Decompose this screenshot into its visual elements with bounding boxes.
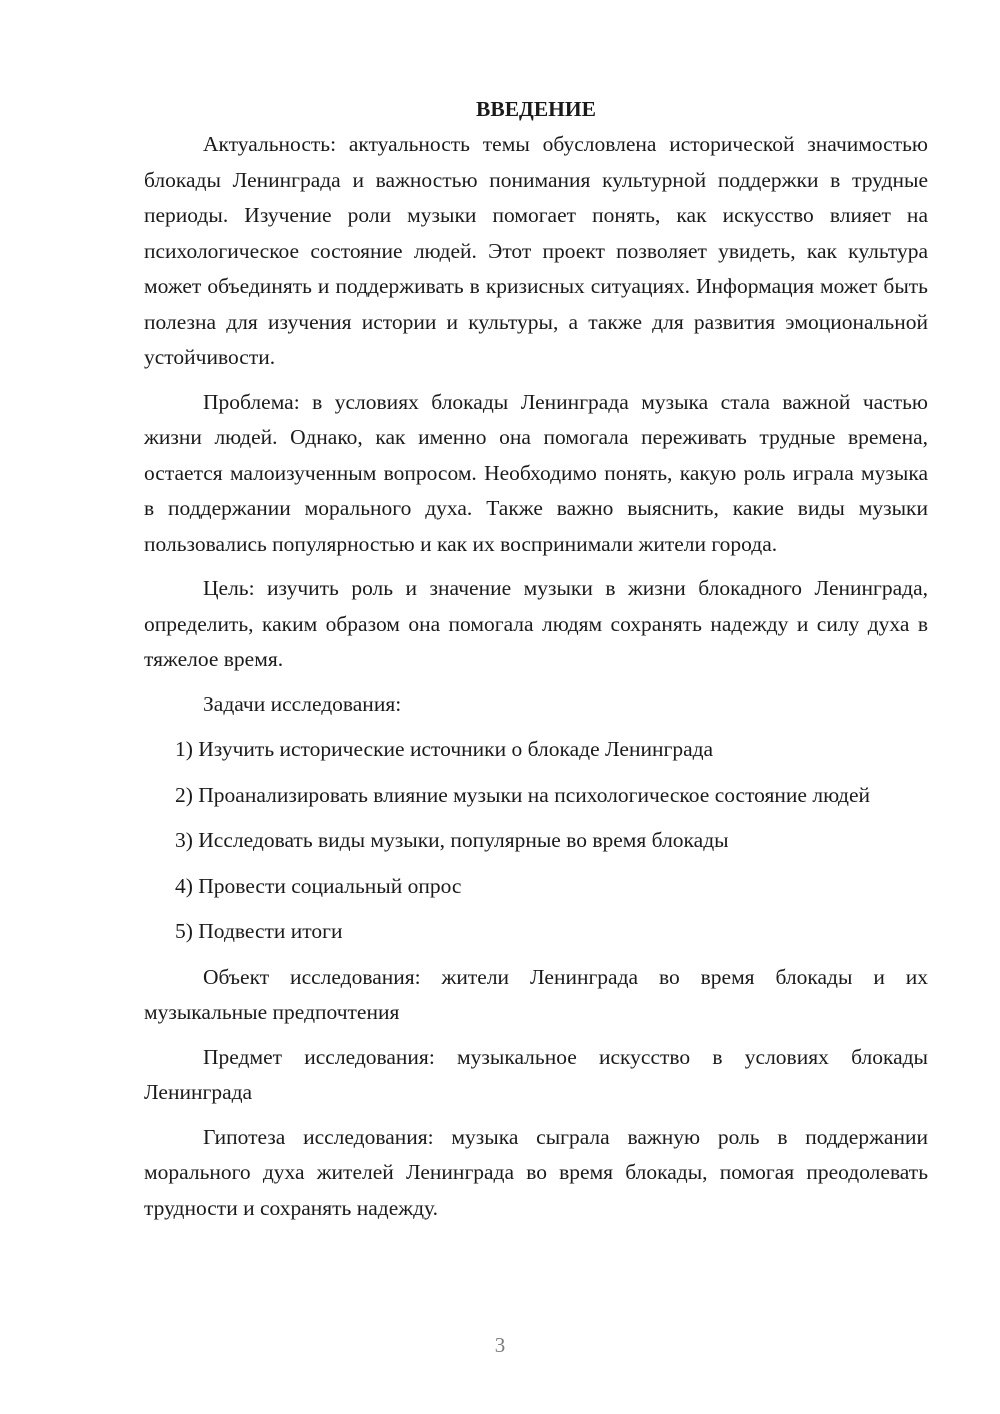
subject-paragraph: Предмет исследования: музыкальное искусство в условиях блокады Ленинграда xyxy=(144,1044,928,1104)
task-item-4: 4) Провести социальный опрос xyxy=(175,873,462,898)
goal-paragraph: Цель: изучить роль и значение музыки в жизни блокадного Ленинграда, определить, каким образом она помогала людям сохранять надежду и силу духа в тяжелое время. xyxy=(144,576,928,671)
relevance-paragraph: Актуальность: актуальность темы обусловлена исторической значимостью блокады Ленинграда и важностью понимания культурной поддержки в трудные периоды. Изучение роли музыки помогает понять, как искусство влияет на психологическое состояние людей. Этот проект позволяет увидеть, как культура может объединять и поддерживать в кризисных ситуациях. Информация может быть полезна для изучения истории и культуры, а также для развития эмоциональной устойчивости. xyxy=(144,132,928,369)
problem-paragraph: Проблема: в условиях блокады Ленинграда музыка стала важной частью жизни людей. Однако, как именно она помогала переживать трудные времена, остается малоизученным вопросом. Необходимо понять, какую роль играла музыка в поддержании морального духа. Также важно выяснить, какие виды музыки пользовались популярностью и как их воспринимали жители города. xyxy=(144,389,928,556)
task-item-1: 1) Изучить исторические источники о блокаде Ленинграда xyxy=(175,737,714,761)
task-item-3: 3) Исследовать виды музыки, популярные во время блокады xyxy=(175,828,729,852)
tasks-title: Задачи исследования: xyxy=(203,691,402,716)
task-item-5: 5) Подвести итоги xyxy=(175,919,343,943)
object-paragraph: Объект исследования: жители Ленинграда во время блокады и их музыкальные предпочтения xyxy=(144,964,928,1024)
task-item-2: 2) Проанализировать влияние музыки на психологическое состояние людей xyxy=(175,782,871,807)
page-number: 3 xyxy=(494,1333,506,1357)
document-page xyxy=(144,92,928,1235)
hypothesis-paragraph: Гипотеза исследования: музыка сыграла важную роль в поддержании морального духа жителей Ленинграда во время блокады, помогая преодолевать трудности и сохранять надежду. xyxy=(144,1124,928,1220)
section-heading: ВВЕДЕНИЕ xyxy=(476,97,596,121)
